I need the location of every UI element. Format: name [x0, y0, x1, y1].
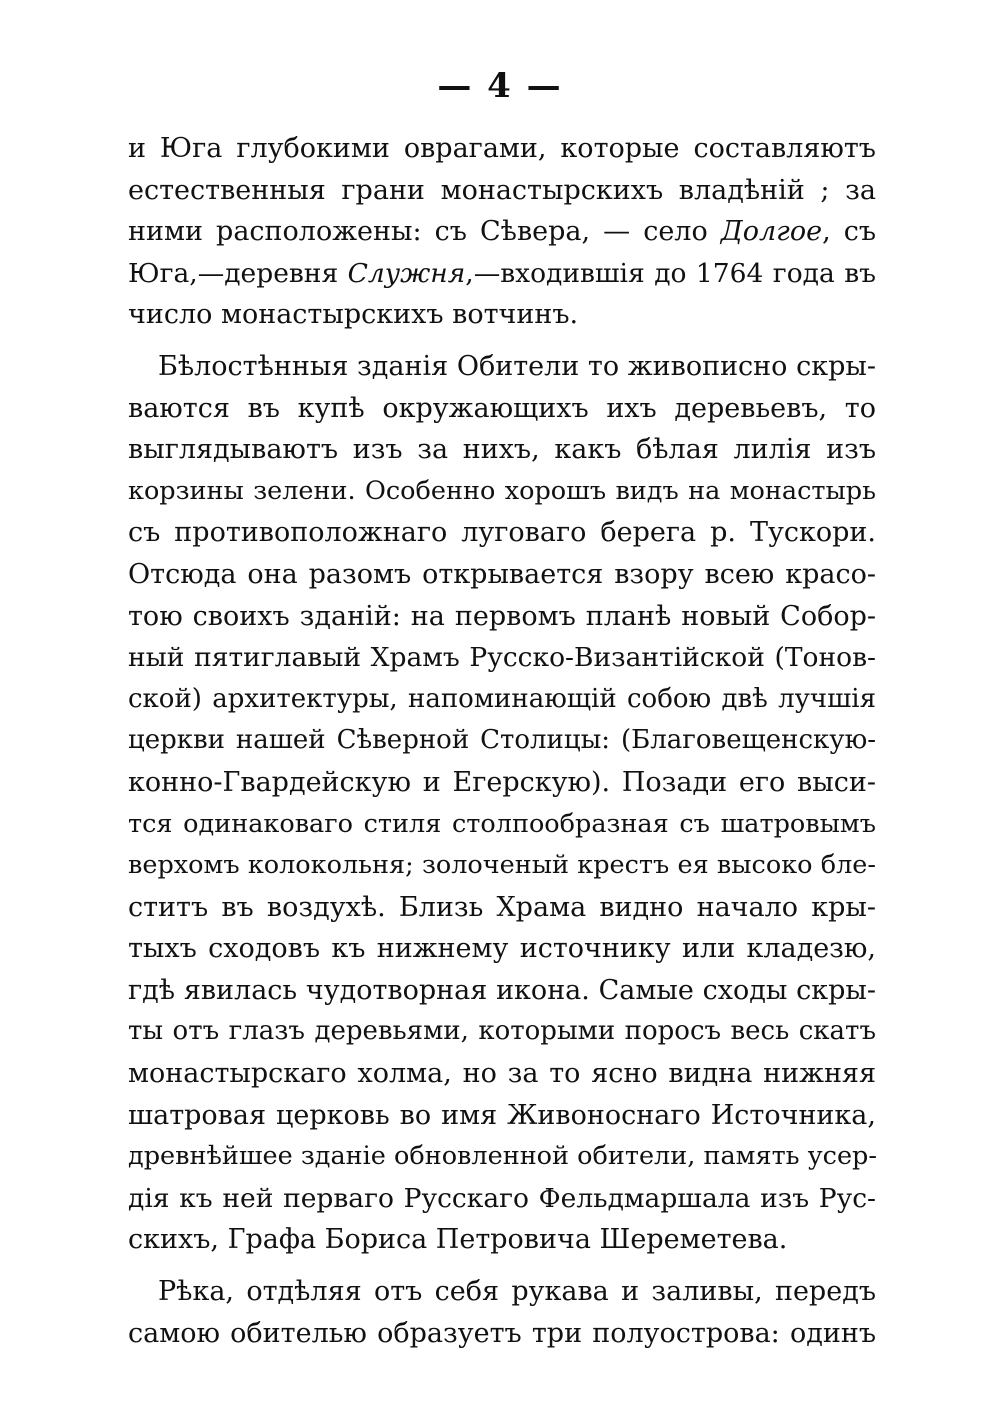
text-line: Рѣка, отдѣляя отъ себя рукава и заливы, передъ — [158, 1276, 876, 1308]
text-line: гдѣ явилась чудотворная икона. Самые сходы скры- — [128, 974, 876, 1006]
text-line: верхомъ колокольня; золоченый крестъ ея высоко бле- — [128, 850, 876, 881]
text-line: древнѣйшее зданіе обновленной обители, память усер- — [128, 1141, 877, 1172]
text-line — [128, 211, 876, 253]
text-line: тою своихъ зданій: на первомъ планѣ новый Собор- — [128, 600, 876, 632]
text-run: Юга,—деревня — [128, 257, 348, 289]
text-line: ты отъ глазъ деревьями, которыми поросъ весь скатъ — [128, 1016, 876, 1047]
text-line: съ противоположнаго луговаго берега р. Тускори. — [128, 517, 876, 549]
text-line: выглядываютъ изъ за нихъ, какъ бѣлая лилія изъ — [128, 434, 876, 466]
text-line: монастырскаго холма, но за то ясно видна нижняя — [128, 1058, 876, 1090]
paragraph-gap — [128, 336, 876, 346]
text-run: , съ — [822, 216, 877, 248]
text-line: скихъ, Графа Бориса Петровича Шереметева. — [128, 1224, 788, 1256]
village-name-sluzhnya: Служня — [347, 257, 466, 289]
text-line: тся одинаковаго стиля столпообразная съ шатровымъ — [128, 808, 876, 839]
text-line: число монастырскихъ вотчинъ. — [128, 299, 579, 331]
text-line: ный пятиглавый Храмъ Русско-Византійской (Тонов- — [128, 642, 876, 674]
text-line: конно-Гвардейскую и Егерскую). Позади его выси- — [128, 766, 876, 798]
text-line: Бѣлостѣнныя зданія Обители то живописно скры- — [158, 350, 876, 382]
village-name-dolgoe: Долгое — [720, 216, 823, 248]
text-line: корзины зелени. Особенно хорошъ видъ на монастырь — [128, 475, 876, 506]
text-line: церкви нашей Сѣверной Столицы: (Благовещенскую- — [128, 725, 876, 756]
paragraph-gap — [128, 1261, 876, 1271]
text-line: ваются въ купѣ окружающихъ ихъ деревьевъ, то — [128, 392, 876, 424]
text-run: ними расположены: съ Сѣвера, — село — [128, 216, 721, 248]
text-line: Отсюда она разомъ открывается взору всею красо- — [128, 558, 876, 590]
text-line: ститъ въ воздухѣ. Близь Храма видно начало кры- — [128, 891, 876, 923]
text-line — [128, 253, 876, 295]
text-line: шатровая церковь во имя Живоноснаго Источника, — [128, 1099, 876, 1131]
text-line: и Юга глубокими оврагами, которые составляютъ — [128, 133, 876, 164]
text-line: ской) архитектуры, напоминающій собою двѣ лучшія — [128, 683, 876, 714]
text-run: ,—входившія до 1764 года въ — [465, 257, 876, 289]
page-number: — 4 — — [437, 66, 563, 106]
text-line: естественныя грани монастырскихъ владѣній ; за — [128, 174, 876, 206]
body-text — [128, 128, 876, 1354]
text-line: самою обителью образуетъ три полуострова: одинъ — [128, 1317, 876, 1349]
text-line: дія къ ней перваго Русскаго Фельдмаршала изъ Рус- — [128, 1182, 876, 1214]
text-line: тыхъ сходовъ къ нижнему источнику или кладезю, — [128, 933, 876, 965]
